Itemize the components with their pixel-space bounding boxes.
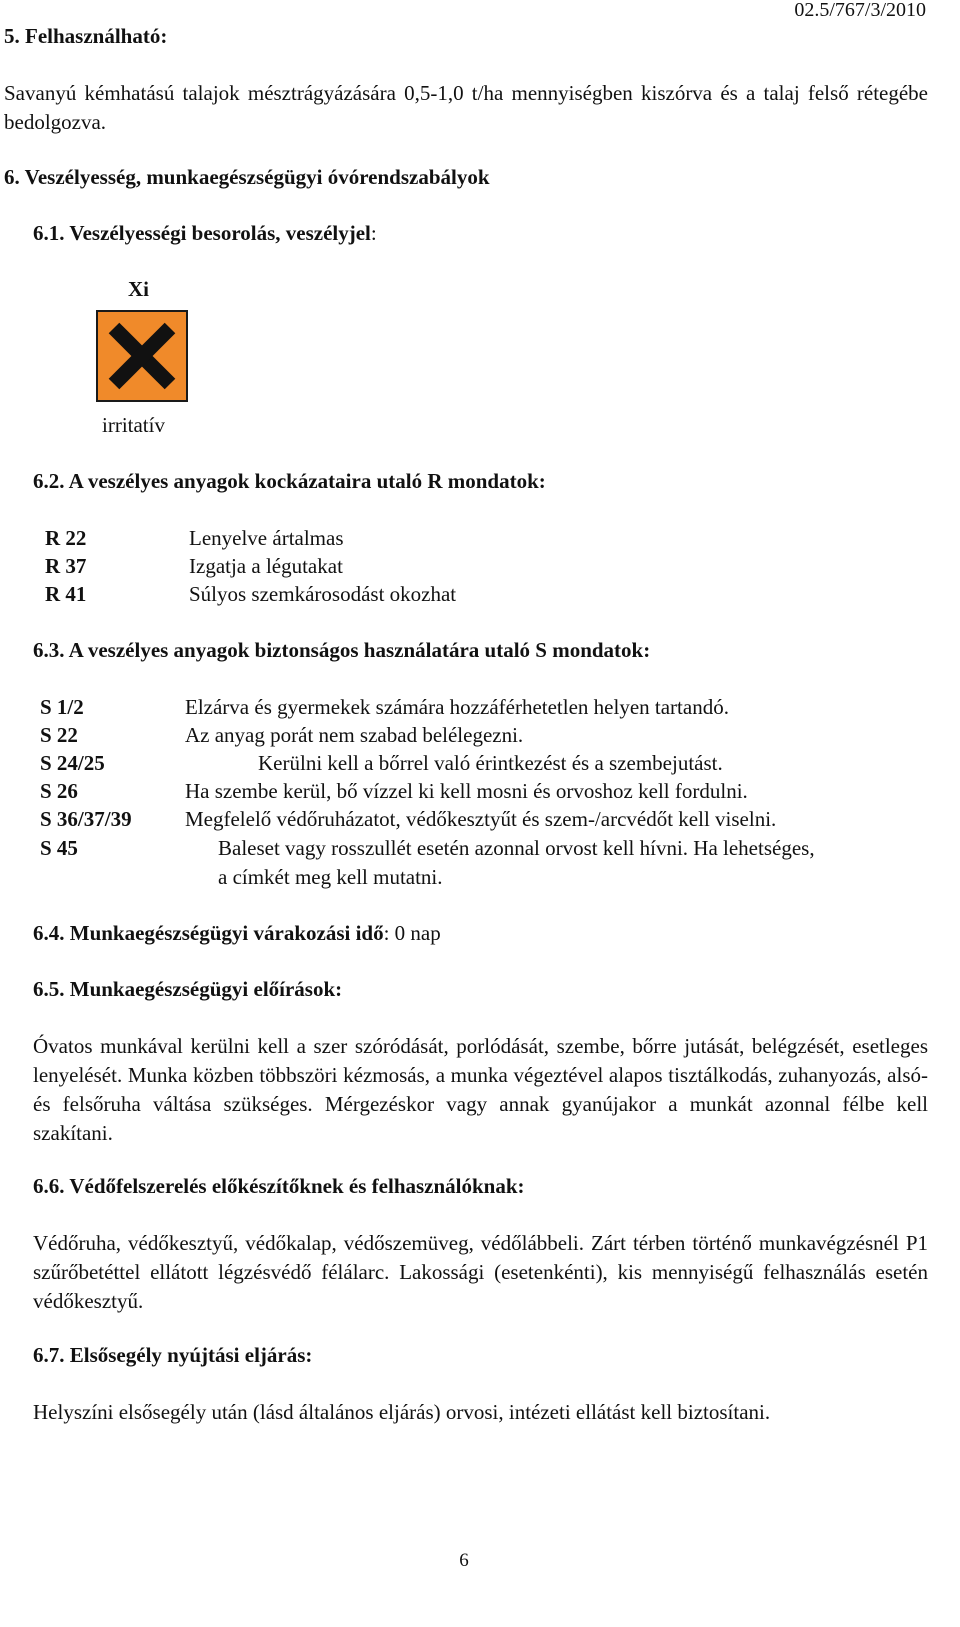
- section-6-1-title: 6.1. Veszélyességi besorolás, veszélyjel:: [33, 221, 377, 245]
- s-phrase-text: Megfelelő védőruházatot, védőkesztyűt és szem-/arcvédőt kell viselni.: [185, 807, 777, 831]
- document-number: 02.5/767/3/2010: [794, 0, 926, 21]
- s-phrase-text: Elzárva és gyermekek számára hozzáférhetetlen helyen tartandó.: [185, 695, 729, 719]
- hazard-symbol: [96, 310, 188, 402]
- section-6-title: 6. Veszélyesség, munkaegészségügyi óvórendszabályok: [4, 165, 490, 189]
- s-phrase-text: Az anyag porát nem szabad belélegezni.: [185, 723, 524, 747]
- s-phrase-text: Baleset vagy rosszullét esetén azonnal orvost kell hívni. Ha lehetséges,: [218, 836, 815, 860]
- section-6-6-text: Védőruha, védőkesztyű, védőkalap, védőszemüveg, védőlábbeli. Zárt térben történő munkavégzésnél P1 szűrőbetéttel ellátott légzésvédő félálarc. Lakossági (esetenkénti), kis mennyiségű felhasználás esetén védőkesztyű.: [33, 1231, 928, 1313]
- hazard-label: irritatív: [102, 413, 165, 437]
- s-phrase-text-continued: a címkét meg kell mutatni.: [218, 865, 443, 889]
- hazard-code: Xi: [128, 277, 149, 301]
- s-phrase-code: S 36/37/39: [40, 807, 132, 831]
- r-phrase-text: Lenyelve ártalmas: [189, 526, 344, 550]
- s-phrase-text: Kerülni kell a bőrrel való érintkezést és a szembejutást.: [258, 751, 723, 775]
- s-phrase-text: Ha szembe kerül, bő vízzel ki kell mosni és orvoshoz kell fordulni.: [185, 779, 748, 803]
- s-phrase-code: S 22: [40, 723, 78, 747]
- section-5-title: 5. Felhasználható:: [4, 24, 168, 48]
- r-phrase-code: R 37: [45, 554, 87, 578]
- section-6-6-title: 6.6. Védőfelszerelés előkészítőknek és felhasználóknak:: [33, 1174, 525, 1198]
- section-6-5-text: Óvatos munkával kerülni kell a szer szóródását, porlódását, szembe, bőrre jutását, belégzését, esetleges lenyelését. Munka közben többszöri kézmosás, a munka végeztével alapos tisztálkodás, zuhanyozás, alsó- és felsőruha váltása szükséges. Mérgezéskor vagy annak gyanújakor a munkát azonnal félbe kell szakítani.: [33, 1034, 928, 1145]
- section-6-2-title: 6.2. A veszélyes anyagok kockázataira utaló R mondatok:: [33, 469, 546, 493]
- r-phrase-text: Súlyos szemkárosodást okozhat: [189, 582, 457, 606]
- hazard-x-icon: [98, 312, 186, 400]
- s-phrase-code: S 24/25: [40, 751, 105, 775]
- page-number: 6: [459, 1550, 469, 1571]
- s-phrase-code: S 26: [40, 779, 78, 803]
- section-6-3-title: 6.3. A veszélyes anyagok biztonságos használatára utaló S mondatok:: [33, 638, 651, 662]
- section-6-7-title: 6.7. Elsősegély nyújtási eljárás:: [33, 1343, 313, 1367]
- r-phrase-code: R 22: [45, 526, 87, 550]
- r-phrase-code: R 41: [45, 582, 87, 606]
- s-phrase-code: S 45: [40, 836, 78, 860]
- section-6-7-text: Helyszíni elsősegély után (lásd általános eljárás) orvosi, intézeti ellátást kell biztosítani.: [33, 1400, 771, 1424]
- section-6-4-title: 6.4. Munkaegészségügyi várakozási idő: 0 nap: [33, 921, 441, 945]
- s-phrase-code: S 1/2: [40, 695, 84, 719]
- section-5-text: Savanyú kémhatású talajok mésztrágyázására 0,5-1,0 t/ha mennyiségben kiszórva és a talaj felső rétegébe bedolgozva.: [4, 81, 928, 134]
- section-6-5-title: 6.5. Munkaegészségügyi előírások:: [33, 977, 343, 1001]
- waiting-period-value: : 0 nap: [383, 921, 441, 945]
- r-phrase-text: Izgatja a légutakat: [189, 554, 343, 578]
